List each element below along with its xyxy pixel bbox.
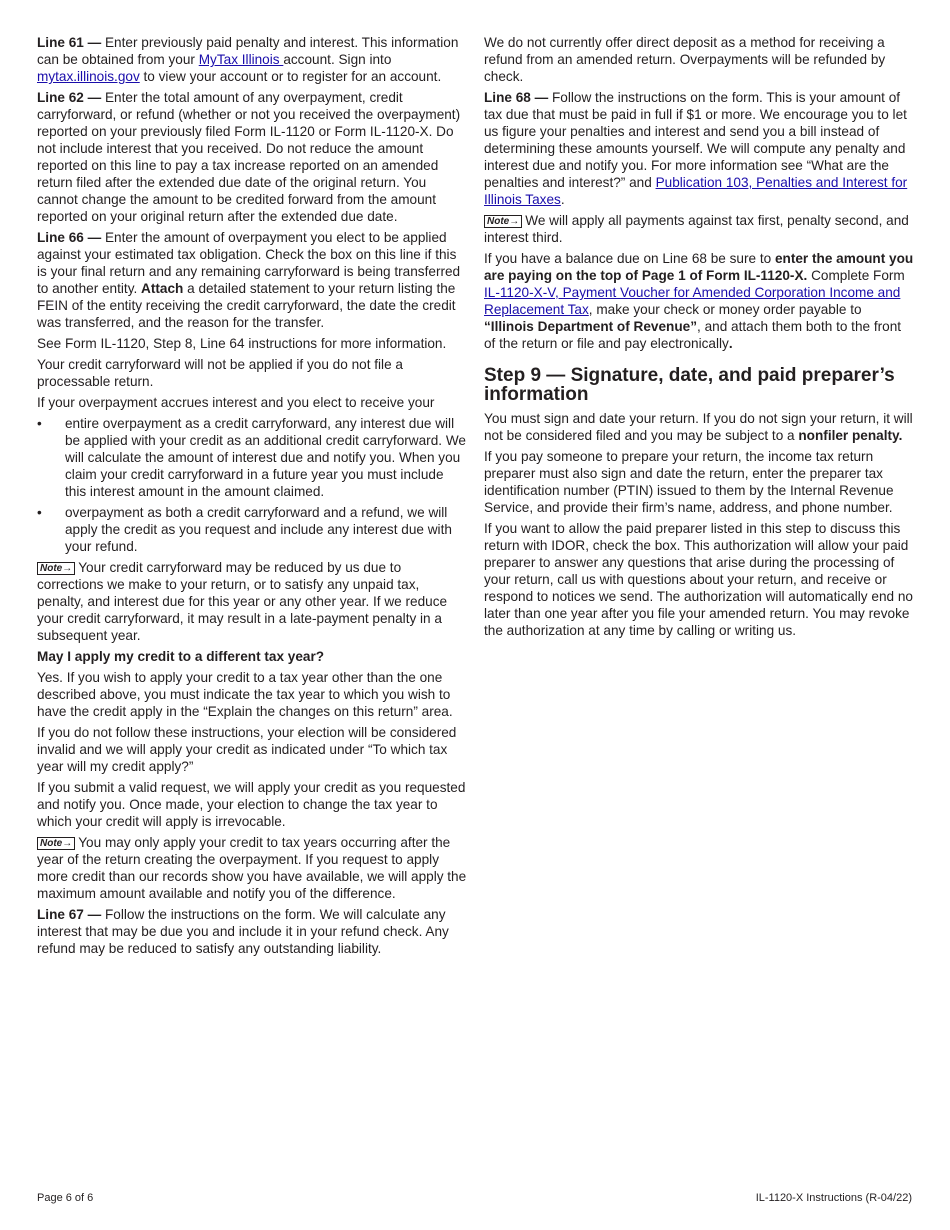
direct-deposit-paragraph: We do not currently offer direct deposit as a method for receiving a refund from an amended return. Overpayments will be refunded by check. — [484, 35, 886, 84]
authorization-paragraph: If you want to allow the paid preparer listed in this step to discuss this return with IDOR, check the box. This authorization will allow your paid preparer to answer any questions that arise during the processing of your return, call us with questions about your return, and receive or respond to notices we send. The authorization will automatically end no later than one year after you file your amended return. You may revoke the authorization at any time by calling or writing us. — [484, 521, 913, 638]
note-icon: Note→ — [37, 837, 75, 850]
document-id: IL-1120-X Instructions (R-04/22) — [755, 1192, 912, 1204]
yes-paragraph: Yes. If you wish to apply your credit to a tax year other than the one described above, you must indicate the tax year to which you wish to have the credit apply in the “Explain the changes on this return” area. — [37, 670, 453, 719]
note-paragraph: Note→ We will apply all payments against tax first, penalty second, and interest third. — [484, 213, 909, 245]
interest-bullet-list — [37, 415, 467, 555]
accrue-paragraph: If your overpayment accrues interest and you elect to receive your — [37, 395, 435, 410]
left-column — [37, 34, 467, 961]
publication-103-link[interactable]: Publication 103, Penalties and Interest for Illinois Taxes — [484, 175, 908, 207]
list-item: • entire overpayment as a credit carryforward, any interest due will be applied with your credit as an additional credit carryforward. We will calculate the amount of interest due and notify you. When you claim your credit carryforward in a future year you must include this interest amount in the amount claimed. — [37, 415, 467, 500]
line-68-paragraph: Line 68 — Follow the instructions on the form. This is your amount of tax due that must be paid in full if $1 or more. We encourage you to let us figure your penalties and interest and send you a bill instead of determining these amounts yourself. We will compute any penalty and interest due and notify you. For more information see “What are the penalties and interest?” and Publication 103, Penalties and Interest for Illinois Taxes. — [484, 90, 908, 207]
right-column — [484, 34, 914, 643]
payment-voucher-link[interactable]: IL-1120-X-V, Payment Voucher for Amended Corporation Income and Replacement Tax — [484, 285, 901, 317]
line-67-paragraph: Line 67 — Follow the instructions on the form. We will calculate any interest that may be due you and include it in your refund check. Any refund may be reduced to satisfy any outstanding liability. — [37, 907, 449, 956]
credit-year-heading: May I apply my credit to a different tax year? — [37, 649, 325, 664]
line-66-paragraph: Line 66 — Enter the amount of overpayment you elect to be applied against your estimated tax obligation. Check the box on this line if this is your final return and any remaining carryforward is being transferred to another entity. Attach a detailed statement to your return listing the FEIN of the entity receiving the credit carryforward, the date the credit was transferred, and the reason for the transfer. — [37, 230, 461, 330]
page-number: Page 6 of 6 — [37, 1192, 94, 1204]
mytax-illinois-link[interactable]: MyTax Illinois — [198, 52, 284, 67]
line-61-paragraph: Line 61 — Enter previously paid penalty and interest. This information can be obtained from your MyTax Illinois account. Sign into mytax.illinois.gov to view your account or to register for an account. — [37, 35, 459, 84]
note-paragraph: Note→ Your credit carryforward may be reduced by us due to corrections we make to your return, or to satisfy any unpaid tax, penalty, and interest due for this year or any other year. If we reduce your credit carryforward, it may result in a late-payment penalty in a subsequent year. — [37, 560, 448, 643]
note-icon: Note→ — [484, 215, 522, 228]
note-paragraph: Note→ You may only apply your credit to tax years occurring after the year of the return creating the overpayment. If you request to apply more credit than our records show you have available, we will apply the maximum amount available and notify you of the difference. — [37, 835, 467, 901]
carryforward-paragraph: Your credit carryforward will not be applied if you do not file a processable return. — [37, 357, 403, 389]
list-item: • overpayment as both a credit carryforward and a refund, we will apply the credit as you request and include any interest due with your refund. — [37, 504, 467, 555]
line-62-paragraph: Line 62 — Enter the total amount of any overpayment, credit carryforward, or refund (whether or not you received the overpayment) reported on your previously filed Form IL-1120 or Form IL-1120-X. Do not include interest that you received. Do not reduce the amount reported on this line to pay a tax increase reported on an amended return filed after the extended due date of the original return. You cannot change the amount to be credited forward from the amount reported on your original return after the extended due date. — [37, 90, 461, 224]
sign-paragraph: You must sign and date your return. If you do not sign your return, it will not be considered filed and you may be subject to a nonfiler penalty. — [484, 411, 913, 443]
mytax-url-link[interactable]: mytax.illinois.gov — [37, 69, 140, 84]
see-form-paragraph: See Form IL-1120, Step 8, Line 64 instructions for more information. — [37, 336, 447, 351]
step-9-heading: Step 9 — Signature, date, and paid preparer’s information — [484, 365, 895, 405]
valid-request-paragraph: If you submit a valid request, we will apply your credit as you requested and notify you. Once made, your election to change the tax year to which your credit will apply is irrevocable. — [37, 780, 466, 829]
balance-due-paragraph: If you have a balance due on Line 68 be sure to enter the amount you are paying on the top of Page 1 of Form IL-1120-X. Complete Form IL-1120-X-V, Payment Voucher for Amended Corporation Income and Replacement Tax, make your check or money order payable to “Illinois Department of Revenue”, and attach them both to the front of the return or file and pay electronically. — [484, 251, 914, 351]
paid-preparer-paragraph: If you pay someone to prepare your return, the income tax return preparer must also sign and date the return, enter the preparer tax identification number (PTIN) issued to them by the Internal Revenue Service, and provide their firm’s name, address, and phone number. — [484, 449, 894, 515]
note-icon: Note→ — [37, 562, 75, 575]
if-not-paragraph: If you do not follow these instructions, your election will be considered invalid and we will apply your credit as indicated under “To which tax year will my credit apply?” — [37, 725, 457, 774]
